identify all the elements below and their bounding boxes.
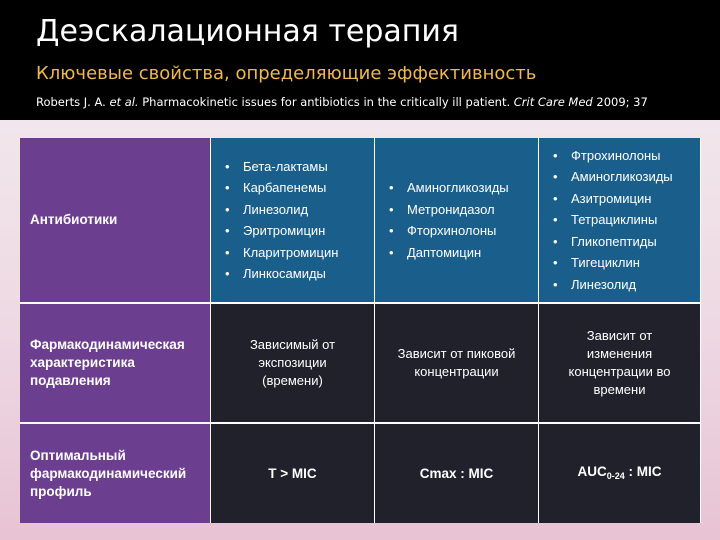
list-item: • Бета-лактамы — [225, 156, 338, 178]
cell-text: T > MIC — [268, 465, 317, 481]
cell-line: Зависимый от — [249, 337, 336, 352]
ref-etal: et al. — [109, 95, 139, 109]
list-item: • Эритромицин — [225, 220, 338, 242]
auc-label: AUC — [577, 463, 607, 479]
cell-text: Cmax : MIC — [419, 465, 494, 481]
list-item: • Даптомицин — [389, 242, 509, 264]
cell-line: концентрации — [414, 364, 499, 379]
row-header-line: подавления — [30, 373, 111, 388]
ref-article: Pharmacokinetic issues for antibiotics in the critically ill patient. — [138, 95, 514, 109]
list-item: • Линезолид — [553, 274, 673, 296]
list-item: • Тетрациклины — [553, 209, 673, 231]
list-item: • Аминогликозиды — [553, 166, 673, 188]
cell-text — [398, 345, 516, 381]
list-item: • Гликопептиды — [553, 231, 673, 253]
cell-line: Зависит от пиковой — [397, 346, 516, 361]
pharmacodynamics-table — [20, 138, 701, 523]
cell-line: (времени) — [262, 373, 323, 388]
slide-header — [0, 0, 720, 120]
antibiotic-list — [539, 145, 673, 296]
pd-characteristic-col-2 — [375, 304, 538, 422]
row-header-line: фармакодинамический — [30, 465, 187, 481]
cell-line: времени — [593, 382, 646, 397]
optimal-profile-col-3 — [539, 424, 700, 523]
list-item: • Фтрохинолоны — [553, 145, 673, 167]
cell-text — [577, 463, 661, 485]
list-item: • Фторхинолоны — [389, 220, 509, 242]
ref-authors: Roberts J. A. — [36, 95, 110, 109]
row-header-line: Фармакодинамическая — [30, 337, 185, 352]
row-header-antibiotics — [20, 138, 210, 302]
slide-title: Деэскалационная терапия — [36, 14, 459, 49]
row-header-line: профиль — [30, 483, 92, 499]
list-item: • Линезолид — [225, 199, 338, 221]
antibiotics-col-1 — [211, 138, 374, 302]
antibiotics-col-2 — [375, 138, 538, 302]
ref-journal: Crit Care Med — [513, 95, 593, 109]
ref-year: 2009; 37 — [592, 95, 648, 109]
row-header-optimal-profile — [20, 424, 210, 523]
pd-characteristic-col-1 — [211, 304, 374, 422]
cell-text — [250, 336, 335, 390]
antibiotics-col-3 — [539, 138, 700, 302]
row-header-label — [30, 447, 186, 501]
cell-line: концентрации во — [568, 364, 671, 379]
list-item: • Карбапенемы — [225, 177, 338, 199]
antibiotic-list — [375, 177, 509, 263]
reference-citation — [36, 95, 648, 109]
list-item: • Линкосамиды — [225, 263, 338, 285]
list-item: • Азитромицин — [553, 188, 673, 210]
cell-line: экспозиции — [258, 355, 327, 370]
list-item: • Метронидазол — [389, 199, 509, 221]
row-header-label — [30, 336, 185, 390]
row-header-line: Оптимальный — [30, 447, 126, 463]
auc-ratio: : MIC — [624, 463, 662, 479]
cell-line: Зависит от — [586, 328, 653, 343]
antibiotic-list — [211, 156, 338, 285]
slide-subtitle: Ключевые свойства, определяющие эффективность — [36, 63, 537, 84]
cell-line: изменения — [586, 346, 653, 361]
list-item: • Кларитромицин — [225, 242, 338, 264]
list-item: • Аминогликозиды — [389, 177, 509, 199]
pd-characteristic-col-3 — [539, 304, 700, 422]
list-item: • Тигециклин — [553, 252, 673, 274]
row-header-line: характеристика — [30, 355, 135, 370]
row-header-label: Антибиотики — [30, 212, 118, 227]
optimal-profile-col-2 — [375, 424, 538, 523]
row-header-pd-characteristic — [20, 304, 210, 422]
optimal-profile-col-1 — [211, 424, 374, 523]
auc-subscript: 0-24 — [606, 470, 625, 481]
cell-text — [569, 327, 671, 399]
